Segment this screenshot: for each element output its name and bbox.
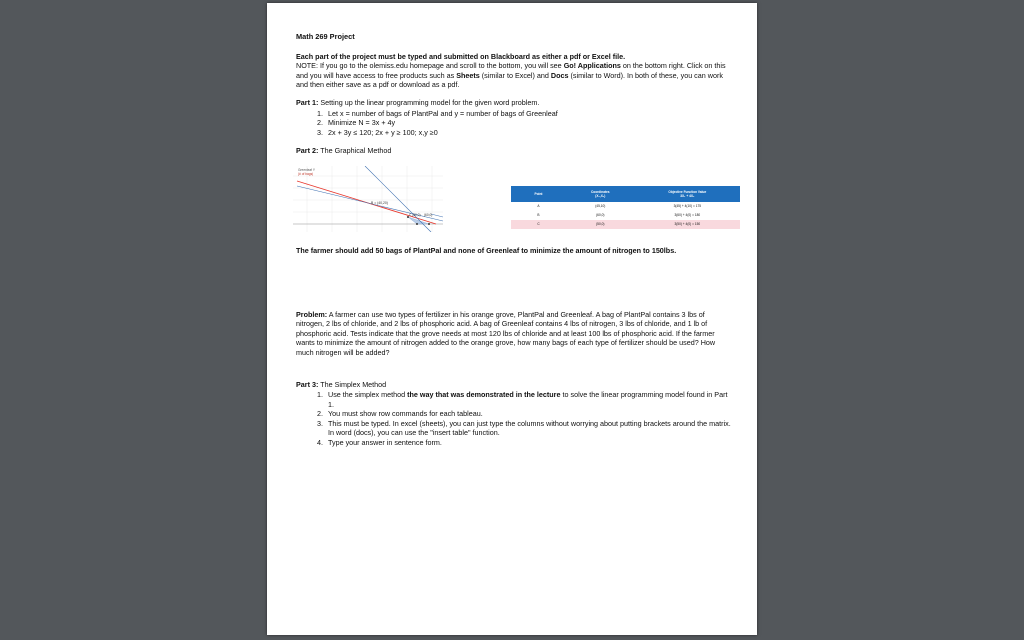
table-header-row: [511, 186, 740, 202]
part1-label: Part 1:: [296, 97, 319, 107]
point-c-marker: [416, 223, 418, 225]
cell-point: C: [511, 220, 566, 229]
cell-point: A: [511, 202, 566, 211]
table-row: [511, 211, 740, 220]
table-row: [511, 220, 740, 229]
graph-ylabel-1: Greenleaf Y: [298, 167, 315, 172]
problem-label: Problem:: [296, 309, 328, 319]
note-go-applications: Go! Applications: [563, 61, 621, 71]
cell-value: 3(50) + 4(0) = 150: [635, 220, 740, 229]
point-a-label: (60,0): [424, 212, 433, 217]
problem-statement: [296, 310, 732, 358]
document-content: [296, 32, 732, 448]
feasible-region-graph: [293, 166, 443, 232]
objective-table: [511, 186, 740, 229]
note-text-2: on the bottom right. Click on this and you will have access to free products such as: [296, 61, 726, 80]
part1-item: 1. Let x = number of bags of PlantPal and y = number of bags of Greenleaf: [325, 109, 732, 119]
part3-title: The Simplex Method: [320, 379, 387, 389]
part2-label: Part 2:: [296, 146, 319, 156]
cell-point: B: [511, 211, 566, 220]
cell-coords: (60,0): [566, 211, 635, 220]
part2-title: The Graphical Method: [320, 146, 392, 156]
point-a-marker: [428, 223, 430, 225]
document-page: [267, 3, 757, 635]
graph-row: [296, 166, 732, 258]
part3-item: 4. Type your answer in sentence form.: [325, 438, 732, 448]
part1-item: 3. 2x + 3y ≤ 120; 2x + y ≥ 100; x,y ≥0: [325, 128, 732, 138]
problem-text: A farmer can use two types of fertilizer in his orange grove, PlantPal and Greenleaf. A bag of PlantPal contains 3 lbs of nitrogen, 2 lbs of chloride, and 2 lbs of phosphoric acid. A bag of Greenleaf contains 4 lbs of nitrogen, 3 lbs of chloride, and 1 lb of phosphoric acid. Tests indicate that the grove needs at most 120 lbs of chloride and at least 100 lbs of phosphoric acid. If the farmer wants to minimize the amount of nitrogen added to the orange grove, how many bags of each type of fertilizer should be used? How much nitrogen will be added?: [296, 309, 716, 357]
note-sheets: Sheets: [456, 70, 480, 80]
part3-label: Part 3:: [296, 379, 319, 389]
part3-item: 2. You must show row commands for each tableau.: [325, 409, 732, 419]
part3-item: 1. Use the simplex method the way that was demonstrated in the lecture to solve the linear programming model found in Part 1.: [325, 390, 732, 409]
part1-heading: [296, 98, 732, 108]
intro-block: [296, 52, 732, 90]
col-header-objective: Objective Function Value 3X₁ + 4X₂: [635, 186, 740, 202]
note-text-4: (similar to Word). In both of these, you can work and then either save as a pdf or download as a pdf.: [296, 70, 723, 90]
part1-list: [296, 109, 732, 138]
cell-coords: (50,0): [566, 220, 635, 229]
part1-item: 2. Minimize N = 3x + 4y: [325, 118, 732, 128]
part3-heading: [296, 380, 732, 390]
note-docs: Docs: [550, 70, 569, 80]
col-header-coordinates: Coordinates (X₁,X₂): [566, 186, 635, 202]
graph-ylabel-2: (# of bags): [298, 171, 314, 176]
cell-coords: (45,10): [566, 202, 635, 211]
col-header-point: Point: [511, 186, 566, 202]
intro-note: [296, 61, 732, 90]
intro-instruction: Each part of the project must be typed and submitted on Blackboard as either a pdf or Excel file.: [296, 51, 626, 61]
point-c-label: C (50,0): [409, 212, 421, 217]
cell-value: 3(45) + 4(10) = 175: [635, 202, 740, 211]
part1-title: Setting up the linear programming model for the given word problem.: [320, 97, 540, 107]
conclusion: The farmer should add 50 bags of PlantPal and none of Greenleaf to minimize the amount of nitrogen to 150lbs.: [296, 245, 677, 255]
table-row: [511, 202, 740, 211]
cell-value: 3(60) + 4(0) = 180: [635, 211, 740, 220]
part2-heading: [296, 146, 732, 156]
part3-item: 3. This must be typed. In excel (sheets), you can just type the columns without worrying about putting brackets around the matrix. In word (docs), you can use the "insert table" function.: [325, 419, 732, 438]
note-text-1: NOTE: If you go to the olemiss.edu homepage and scroll to the bottom, you will see: [296, 61, 564, 71]
point-b-label: B = (40,20): [371, 200, 388, 205]
note-text-3: (similar to Excel) and: [479, 70, 551, 80]
document-title: Math 269 Project: [296, 32, 355, 41]
part3-list: [296, 390, 732, 448]
